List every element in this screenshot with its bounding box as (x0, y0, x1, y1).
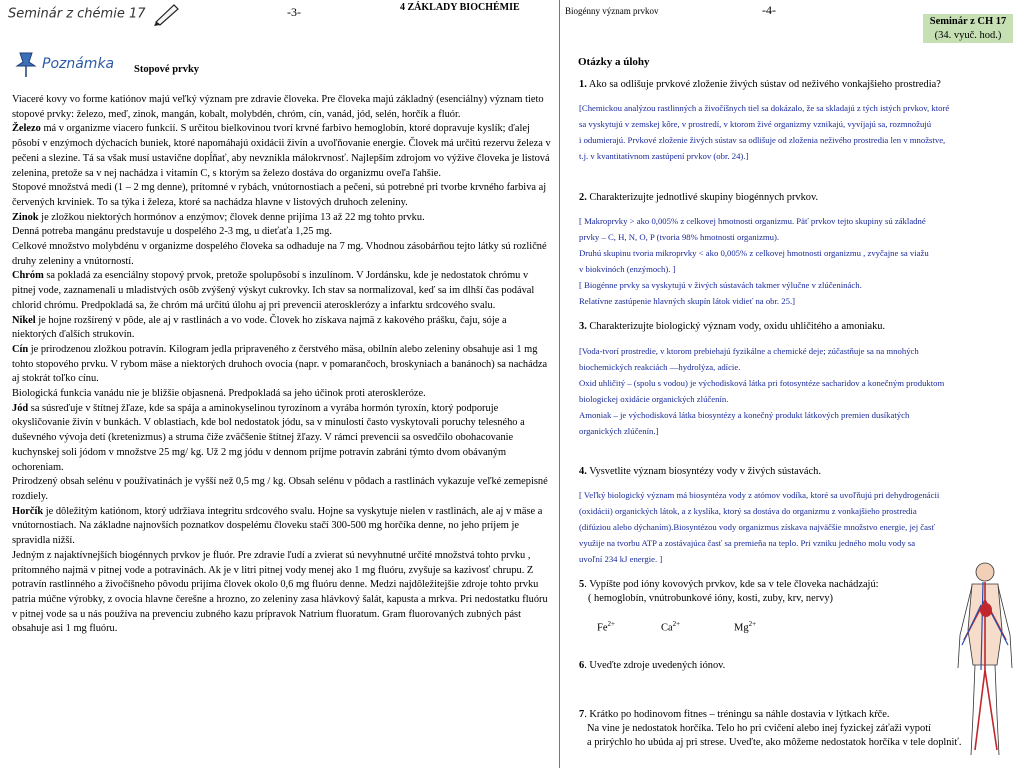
question-4 (579, 465, 821, 479)
question-number: 7 (579, 709, 585, 720)
paragraph-text: Denná potreba mangánu predstavuje u dospelého 2-3 mg, u dieťaťa 1,25 mg. (12, 226, 332, 238)
article-paragraph (12, 475, 552, 504)
question-number: 4. (579, 466, 587, 477)
paragraph-text: je dôležitým katiónom, ktorý udržiava integritu srdcového svalu. Hojne sa vyskytuje nielen v rastlinách, ale aj v mäse a vnútornostiach. Na základne najnovších poznatkov dospelému človeku stačí 300-500 mg horčíka denne, no jeho príjem je spravidla nižší. (12, 505, 543, 547)
article-paragraph (12, 122, 552, 181)
article-paragraph (12, 211, 552, 226)
question-number: 5 (579, 579, 585, 590)
article-title: Stopové prvky (134, 64, 200, 75)
answer-line: (oxidácii) organických látok, a z kyslíka, ktorý sa dostáva do organizmu z vonkajšieho prostredia (579, 506, 917, 516)
question-text: Charakterizujte jednotlivé skupiny biogénnych prvkov. (586, 192, 819, 203)
article-paragraph (12, 240, 552, 269)
article-paragraph (12, 402, 552, 476)
article-paragraph (12, 387, 552, 402)
ion-ca (661, 620, 680, 634)
article-paragraph (12, 93, 552, 122)
article-paragraph (12, 343, 552, 387)
paragraph-text: Viaceré kovy vo forme katiónov majú veľký význam pre zdravie človeka. Pre človeka majú základný (esenciálny) význam tieto stopové prvky: železo, meď, zinok, mangán, kobalt, molybdén, chróm, cín, vanád, jód, selén, horčík a fluór. (12, 94, 544, 120)
question-text: Ako sa odlišuje prvkové zloženie živých sústav od neživého vonkajšieho prostredia? (586, 79, 941, 90)
note-label: Poznámka (42, 56, 115, 72)
page-number: -3- (287, 5, 301, 19)
article-paragraph (12, 181, 552, 210)
paragraph-lead-term: Chróm (12, 270, 44, 282)
question-text: Charakterizujte biologický význam vody, oxidu uhličitého a amoniaku. (586, 321, 886, 332)
question-text: . Uveďte zdroje uvedených iónov. (584, 660, 726, 671)
question-5-hint: ( hemoglobín, vnútrobunkové ióny, kosti, zuby, krv, nervy) (588, 593, 834, 604)
answer-line: uvoľní 234 kJ energie. ] (579, 554, 663, 564)
human-anatomy-figure (950, 560, 1020, 760)
ion-charge: 2+ (748, 620, 757, 628)
answer-line: [Chemickou analýzou rastlinných a živočíšnych tiel sa dokázalo, že sa skladajú z tých istých prvkov, ktoré (579, 103, 950, 113)
seminar-box-title: Seminár z CH 17 (929, 16, 1007, 27)
answer-line: využije na tvorbu ATP a zostávajúca časť sa premieňa na teplo. Pri vzniku jedného molu vody sa (579, 538, 916, 548)
question-1 (579, 78, 941, 92)
questions-title: Otázky a úlohy (578, 56, 650, 68)
answer-1 (579, 100, 1019, 164)
seminar-box-subtitle: (34. vyuč. hod.) (934, 30, 1002, 41)
answer-line: Oxid uhličitý – (spolu s vodou) je východisková látka pri fotosyntéze sacharidov a konečným produktom (579, 378, 945, 388)
ion-charge: 2+ (607, 620, 615, 628)
question-7-line-2: Na vine je nedostatok horčíka. Telo ho pri cvičení alebo inej fyzickej záťaži vypotí (587, 723, 931, 734)
answer-line: Druhú skupinu tvoria mikroprvky < ako 0,005% z celkovej hmotnosti organizmu , zvyčajne sa viažu (579, 248, 929, 258)
question-text: Vysvetlite význam biosyntézy vody v živých sústavách. (586, 466, 821, 477)
paragraph-lead-term: Jód (12, 402, 29, 414)
answer-line: [ Biogénne prvky sa vyskytujú v živých sústavách takmer výlučne v zlúčeninách. (579, 280, 862, 290)
question-number: 2. (579, 192, 587, 203)
question-number: 3. (579, 321, 587, 332)
article-body (12, 93, 552, 637)
ion-fe (597, 620, 615, 634)
paragraph-lead-term: Zinok (12, 211, 39, 223)
question-6 (579, 659, 725, 673)
paragraph-lead-term: Cín (12, 343, 29, 355)
answer-line: Relatívne zastúpenie hlavných skupín látok vidieť na obr. 25.] (579, 296, 796, 306)
paragraph-text: Biologická funkcia vanádu nie je bližšie objasnená. Predpokladá sa jeho účinok proti ateroskleróze. (12, 388, 426, 400)
pen-icon (152, 2, 182, 26)
question-number: 6 (579, 660, 585, 671)
question-2 (579, 191, 818, 205)
ion-symbol: Fe (597, 622, 608, 634)
answer-line: prvky – C, H, N, O, P (tvoria 98% hmotnosti organizmu). (579, 232, 780, 242)
article-paragraph (12, 505, 552, 549)
answer-line: organických zlúčenín.] (579, 426, 659, 436)
question-3 (579, 320, 885, 334)
answer-2 (579, 213, 1019, 309)
answer-line: (difúziou alebo dýchaním).Biosyntézou vody organizmus získava najväčšie množstvo energie, jej časť (579, 522, 936, 532)
answer-3 (579, 343, 1019, 439)
paragraph-lead-term: Nikel (12, 314, 36, 326)
page-number-right: -4- (762, 3, 776, 17)
chapter-title: 4 ZÁKLADY BIOCHÉMIE (400, 2, 520, 13)
note-pin-icon (14, 50, 38, 78)
paragraph-text: Prirodzený obsah selénu v používatinách je vyšší než 0,5 mg / kg. Obsah selénu v pôdach a rastlinách vykazuje veľké zemepisné rozdiely. (12, 476, 548, 502)
question-5 (579, 578, 879, 592)
ion-symbol: Ca (661, 622, 673, 634)
paragraph-text: má v organizme viacero funkcií. S určitou bielkovinou tvorí krvné farbivo hemoglobín, ktoré dopravuje kyslík; ďalej pôsobí v enzýmoch dýchacích buniek, ktoré napomáhajú oxidácii živín a uvoľňovanie energie. Človek má určitú rezervu železa v pečeni a slezine. Tá sa však musí ustavične dopĺňať, aby nevznikla málokrvnosť. Najlepším zdrojom vo výžive človeka je listová zelenina, pretože sa v nej nachádza i vitamín C, s ktorým sa železo dostáva do organizmu oveľa ľahšie. (12, 123, 551, 179)
answer-line: v biokvinóch (enzýmoch). ] (579, 264, 676, 274)
answer-line: i odumierajú. Prvkové zloženie živých sústav sa odlišuje od zloženia neživého prostredia len v množstve, (579, 135, 946, 145)
article-paragraph (12, 549, 552, 637)
answer-line: sa vyskytujú v zemskej kôre, v prostredí, v ktorom živé organizmy vznikajú, vyvíjajú sa, rozmnožujú (579, 119, 932, 129)
question-7 (579, 708, 890, 722)
question-text: . Krátko po hodinovom fitnes – tréningu sa náhle dostavia v lýtkach kŕče. (584, 709, 890, 720)
answer-4 (579, 487, 1019, 567)
question-7-line-3: a prirýchlo ho ubúda aj pri strese. Uveďte, ako môžeme nedostatok horčíka v tele doplniť. (587, 737, 962, 748)
article-paragraph (12, 269, 552, 313)
answer-line: [ Veľký biologický význam má biosyntéza vody z atómov vodíka, ktoré sa uvoľňujú pri dehydrogenácii (579, 490, 940, 500)
ion-charge: 2+ (672, 620, 681, 628)
ion-mg (734, 620, 756, 634)
article-paragraph (12, 314, 552, 343)
answer-line: Amoniak – je východisková látka biosyntézy a konečný produkt látkových premien dusíkatých (579, 410, 910, 420)
article-paragraph (12, 225, 552, 240)
answer-line: [Voda-tvorí prostredie, v ktorom prebiehajú fyzikálne a chemické deje; zúčastňuje sa na mnohých (579, 346, 919, 356)
paragraph-lead-term: Železo (12, 123, 41, 135)
paragraph-text: je prirodzenou zložkou potravín. Kilogram jedla pripraveného z čerstvého mäsa, obilnín alebo zeleniny obsahuje asi 1 mg tohto stopového prvku. V rybom mäse a niektorých druhoch ovocia (napr. v pomarančoch, broskyniach a banánoch) sa nachádza aj stokrát toľko cínu. (12, 343, 548, 385)
paragraph-text: sa súsreďuje v štítnej žľaze, kde sa spája a aminokyselinou tyrozínom a vyrába hormón tyroxín, ktorý podporuje okysličovanie živín v bunkách. V oblastiach, kde bol nedostatok jódu, sa v minulosti často vyskytovali poruchy telesného a duševného vývoja detí (kretenizmus) a struma čiže zväčšenie štítnej žľazy. V rámci prevencii sa osvedčilo obohacovanie kuchynskej soli jódom v množstve 25 mg/ kg. Už 2 mg jódu v dennom príjme potravín zabráni týmto dvom obávaným ochoreniam. (12, 402, 525, 473)
ion-symbol: Mg (734, 622, 749, 634)
note-header (14, 50, 114, 78)
paragraph-text: Jedným z najaktívnejších biogénnych prvkov je fluór. Pre zdravie ľudí a zvierat sú nevyhnutné určité množstvá tohto prvku , prítomného najmä v pitnej vode a potravinách. Ak je v litri pitnej vody menej ako 1 mg fluóru, zvyšuje sa kazivosť chrupu. Z potravín rastlinného a živočíšneho pôvodu prijíma človek okolo 0,6 mg fluóru denne. Medzi najdôležitejšie zdroje tohto prvku patria múčne výrobky, z ovocia hlavne čerešne a hrozno, zo zeleniny zasa hlávkový šalát, kapusta a mrkva. Pri nedostatku fluóru v pitnej vode sa u nás používa na prevenciu zubného kazu prípravok Natrium fluoratum. Gram fluorovaných zubných pást obsahuje asi 1 mg fluóru. (12, 549, 548, 635)
question-number: 1. (579, 79, 587, 90)
answer-line: biologickej oxidácie organických zlúčenín. (579, 394, 729, 404)
running-header: Biogénny význam prvkov (565, 6, 659, 16)
question-text: . Vypíšte pod ióny kovových prvkov, kde sa v tele človeka nachádzajú: (584, 579, 879, 590)
paragraph-text: Stopové množstvá medi (1 – 2 mg denne), prítomné v rybách, vnútornostiach a pečeni, sú potrebné pri tvorbe krvného farbiva aj červených krviniek. To sa týka i železa, ktoré sa nachádza hlavne v listových druhoch zeleniny. (12, 182, 547, 208)
brand-text: Seminár z chémie 17 (8, 6, 146, 22)
paragraph-text: Celkové množstvo molybdénu v organizme dospelého človeka sa odhaduje na 7 mg. Vhodnou zásobárňou tejto látky sú rozličné druhy zeleniny a vnútorností. (12, 241, 547, 267)
answer-line: [ Makroprvky > ako 0,005% z celkovej hmotnosti organizmu. Päť prvkov tejto skupiny sú základné (579, 216, 926, 226)
paragraph-text: je zložkou niektorých hormónov a enzýmov; človek denne prijíma 13 až 22 mg tohto prvku. (38, 211, 425, 223)
paragraph-text: sa pokladá za esenciálny stopový prvok, pretože spolupôsobí s inzulínom. V Jordánsku, kde je nedostatok chrómu v pitnej vode, zaznamenali u mladistvých osôb zvýšený výskyt cukrovky. Ich stav sa normalizoval, keď sa im dlhší čas podával chlorid chrómu. Predpokladá sa, že chróm má určitú úlohu aj pri prevencii aterosklerózy a infarktu srdcového svalu. (12, 270, 535, 311)
paragraph-lead-term: Horčík (12, 505, 44, 517)
seminar-box (923, 14, 1013, 43)
answer-line: t.j. v kvantitatívnom zastúpení prvkov (obr. 24).] (579, 151, 749, 161)
brand-logo (8, 2, 182, 26)
paragraph-text: je hojne rozšírený v pôde, ale aj v rastlinách a vo vode. Človek ho získava najmä z kakového prášku, čaju, sóje a niektorých ďalších strukovín. (12, 314, 507, 341)
answer-line: biochemických reakciách —hydrolýza, adície. (579, 362, 741, 372)
